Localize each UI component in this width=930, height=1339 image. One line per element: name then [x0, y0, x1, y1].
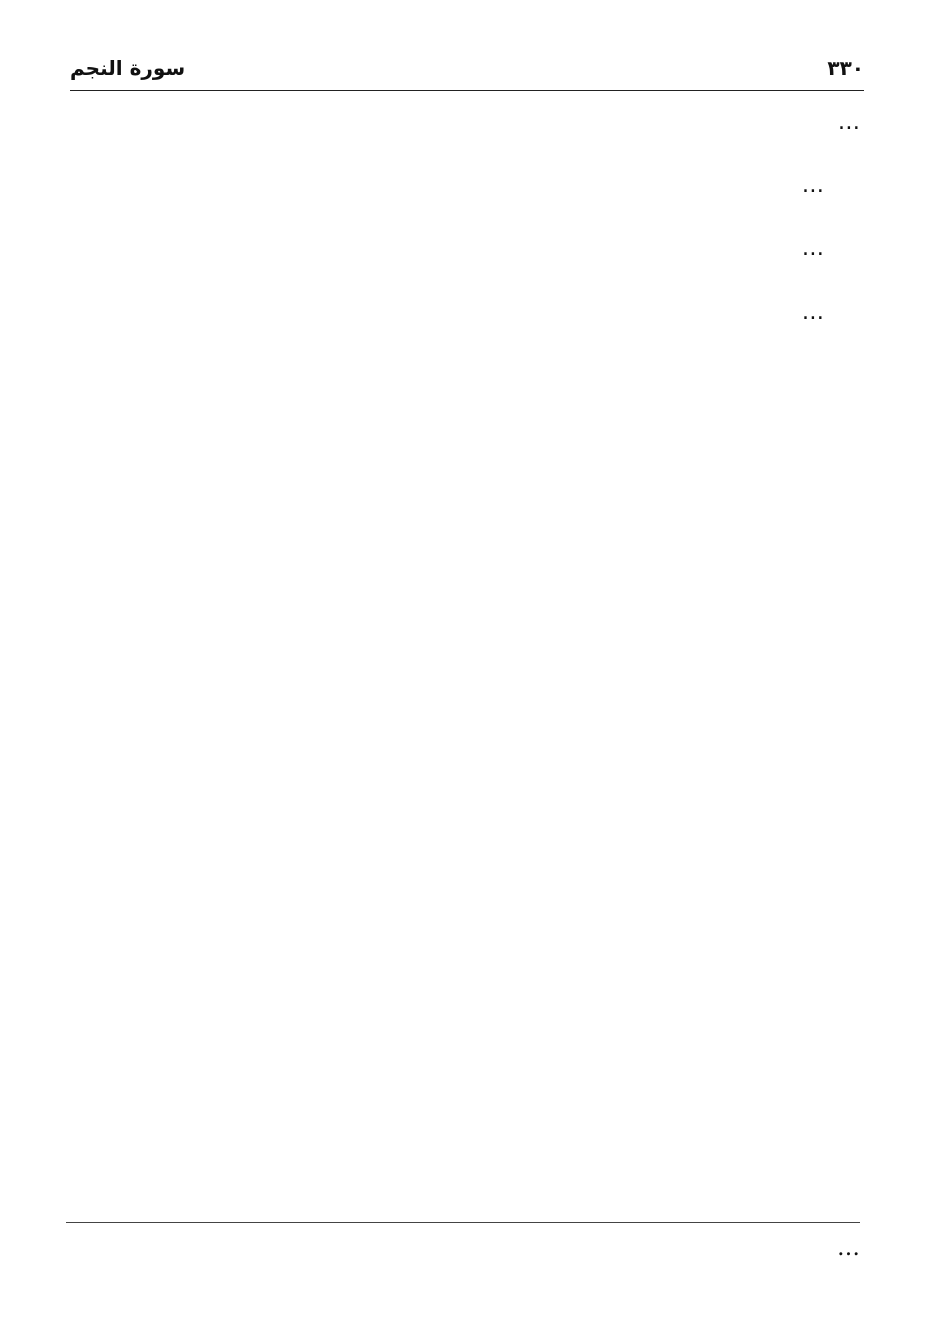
paragraph-1: … [837, 109, 860, 135]
page-number: ٣٣٠ [827, 56, 864, 80]
header-rule [70, 90, 864, 91]
quran-verse-line: … [837, 1235, 860, 1261]
page-header [70, 56, 864, 92]
bottom-rule [66, 1222, 860, 1223]
paragraph-2: … [801, 172, 824, 199]
paragraph-4: … [801, 298, 824, 325]
paragraph-3: … [801, 235, 824, 262]
page-body [66, 104, 860, 357]
surah-title: سورة النجم [70, 56, 186, 80]
